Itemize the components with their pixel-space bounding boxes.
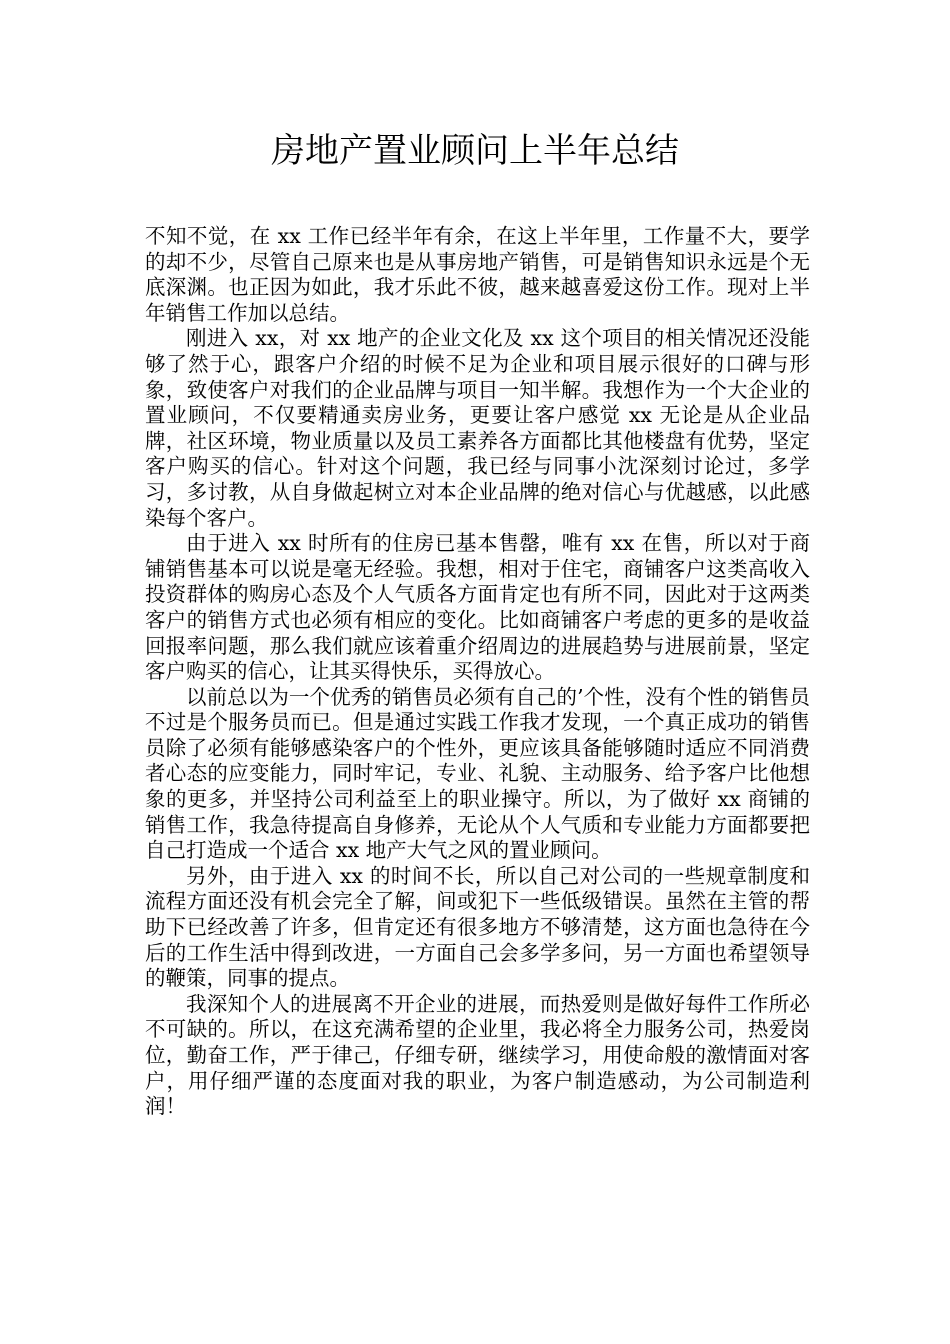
paragraph-rules-and-processes: 另外，由于进入 xx 的时间不长，所以自己对公司的一些规章制度和流程方面还没有机会完全了解，间或犯下一些低级错误。虽然在主管的帮助下已经改善了许多，但肯定还有很多地方不够清楚，这方面也急待在今后的工作生活中得到改进，一方面自己会多学多问，另一方面也希望领导的鞭策，同事的提点。 (145, 863, 810, 991)
document-body (145, 224, 810, 1120)
paragraph-salesperson-qualities: 以前总以为一个优秀的销售员必须有自己的’个性，没有个性的销售员不过是个服务员而已。但是通过实践工作我才发现，一个真正成功的销售员除了必须有能够感染客户的个性外，更应该具备能够随时适应不同消费者心态的应变能力，同时牢记，专业、礼貌、主动服务、给予客户比他想象的更多，并坚持公司利益至上的职业操守。所以，为了做好 xx 商铺的销售工作，我急待提高自身修养，无论从个人气质和专业能力方面都要把自己打造成一个适合 xx 地产大气之风的置业顾问。 (145, 684, 810, 863)
paragraph-corporate-culture: 刚进入 xx，对 xx 地产的企业文化及 xx 这个项目的相关情况还没能够了然于心，跟客户介绍的时候不足为企业和项目展示很好的口碑与形象，致使客户对我们的企业品牌与项目一知半解。我想作为一个大企业的置业顾问，不仅要精通卖房业务，更要让客户感觉 xx 无论是从企业品牌，社区环境，物业质量以及员工素养各方面都比其他楼盘有优势，坚定客户购买的信心。针对这个问题，我已经与同事小沈深刻讨论过，多学习，多讨教，从自身做起树立对本企业品牌的绝对信心与优越感，以此感染每个客户。 (145, 326, 810, 530)
document-title: 房地产置业顾问上半年总结 (271, 131, 679, 171)
paragraph-conclusion: 我深知个人的进展离不开企业的进展，而热爱则是做好每件工作所必不可缺的。所以，在这充满希望的企业里，我必将全力服务公司，热爱岗位，勤奋工作，严于律己，仔细专研，继续学习，用使命般的激情面对客户，用仔细严谨的态度面对我的职业，为客户制造感动，为公司制造利润！ (145, 991, 810, 1119)
paragraph-shop-sales: 由于进入 xx 时所有的住房已基本售罄，唯有 xx 在售，所以对于商铺销售基本可以说是毫无经验。我想，相对于住宅，商铺客户这类高收入投资群体的购房心态及个人气质各方面肯定也有所不同，因此对于这两类客户的销售方式也必须有相应的变化。比如商铺客户考虑的更多的是收益回报率问题，那么我们就应该着重介绍周边的进展趋势与进展前景，坚定客户购买的信心，让其买得快乐，买得放心。 (145, 531, 810, 684)
paragraph-intro: 不知不觉，在 xx 工作已经半年有余，在这上半年里，工作量不大，要学的却不少，尽管自己原来也是从事房地产销售，可是销售知识永远是个无底深渊。也正因为如此，我才乐此不彼，越来越喜爱这份工作。现对上半年销售工作加以总结。 (145, 224, 810, 325)
